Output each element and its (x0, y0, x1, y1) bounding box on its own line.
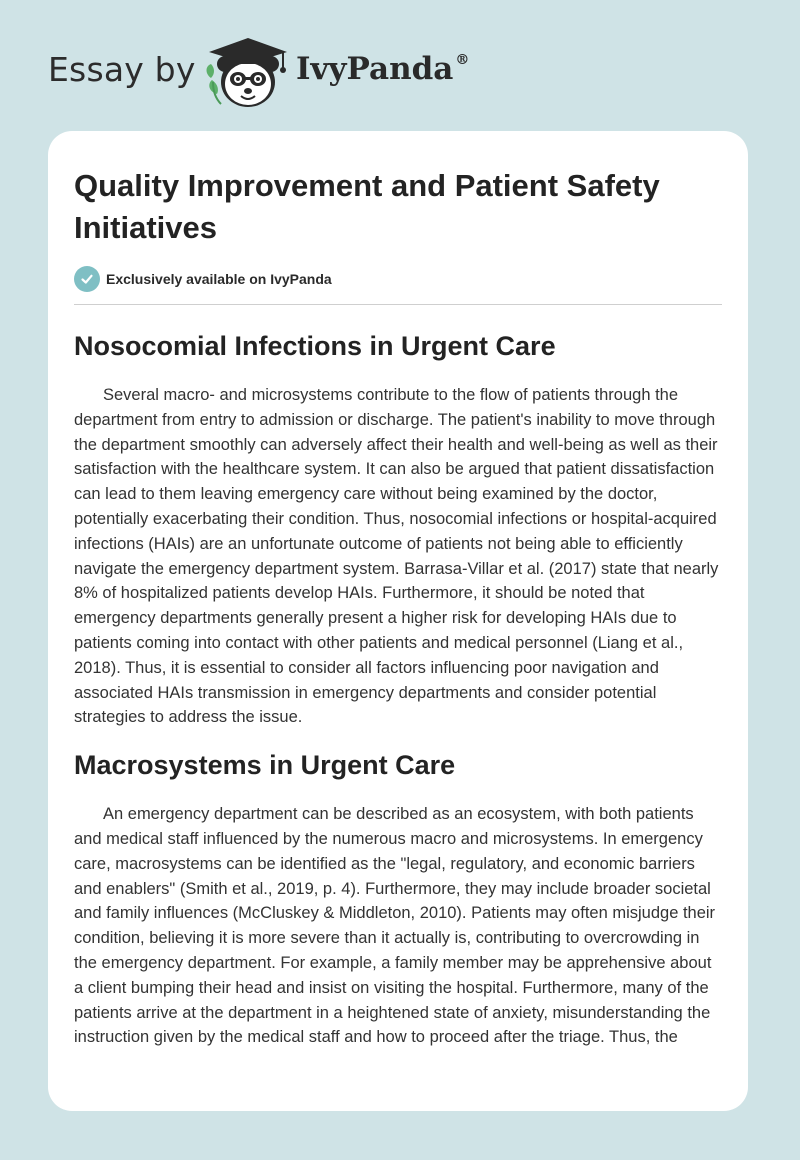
registered-mark: ® (455, 51, 470, 68)
essay-card (48, 131, 748, 1111)
section-heading-macrosystems: Macrosystems in Urgent Care (74, 750, 456, 781)
badge-text: Exclusively available on IvyPanda (106, 271, 332, 287)
brand-prefix: Essay by (48, 50, 196, 89)
section-heading-nosocomial: Nosocomial Infections in Urgent Care (74, 331, 556, 361)
exclusive-badge (74, 266, 722, 292)
section-paragraph-macrosystems: An emergency department can be described as an ecosystem, with both patients and medical staff influenced by the numerous macro and microsystems. In emergency care, macrosystems can be identified as the "legal, regulatory, and economic barriers and enablers" (Smith et al., 2019, p. 4). Furthermore, they may include broader societal and family influences (McCluskey & Middleton, 2010). Patients may often misjudge their condition, believing it is more severe than it actually is, contributing to overcrowding in the emergency department. For example, a family member may be apprehensive about a client bumping their head and insist on visiting the hospital. Furthermore, many of the patients arrive at the department in a heightened state of anxiety, misunderstanding the instruction given by the medical staff and how to proceed after the triage. Thus, the (74, 805, 716, 1047)
check-icon (74, 266, 100, 292)
brand-name[interactable] (296, 51, 469, 87)
section-paragraph-nosocomial: Several macro- and microsystems contribute to the flow of patients through the department from entry to admission or discharge. The patient's inability to move through the department smoothly can adversely affect their health and well-being as well as their satisfaction with the healthcare system. It can also be argued that patient dissatisfaction can lead to them leaving emergency care without being examined by the doctor, potentially exacerbating their condition. Thus, nosocomial infections or hospital-acquired infections (HAIs) are an unfortunate outcome of patients not being able to efficiently navigate the emergency department system. Barrasa-Villar et al. (2017) state that nearly 8% of hospitalized patients develop HAIs. Furthermore, it should be noted that emergency departments generally present a higher risk for developing HAIs due to patients coming into contact with other patients and medical personnel (Liang et al., 2018). Thus, it is essential to consider all factors influencing poor navigation and associated HAIs transmission in emergency departments and consider potential strategies to address the issue. (74, 386, 719, 727)
divider (74, 304, 722, 305)
page-title: Quality Improvement and Patient Safety Initiatives (74, 168, 660, 245)
brand-header (48, 34, 508, 114)
panda-graduation-cap-icon[interactable] (203, 34, 293, 110)
brand-name-text: IvyPanda (296, 51, 454, 87)
